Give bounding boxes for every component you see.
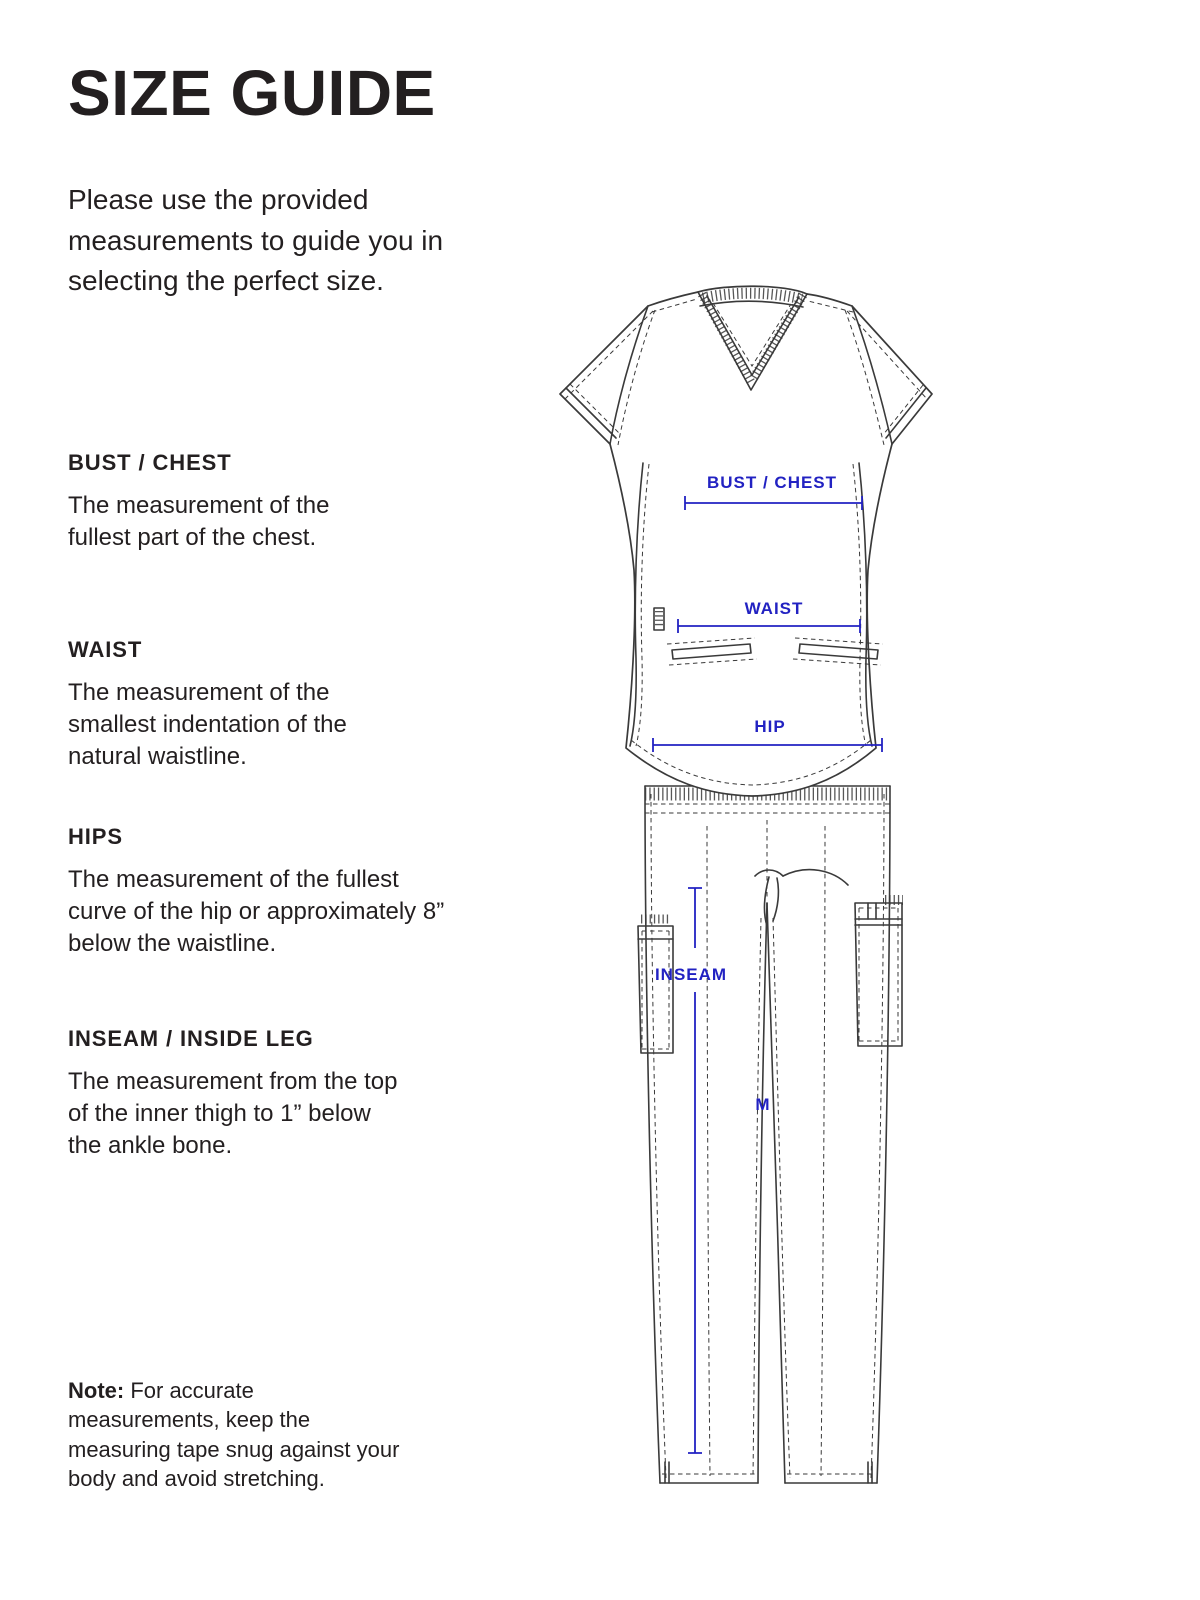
page-title: SIZE GUIDE <box>68 57 436 129</box>
definition-term: HIPS <box>68 824 123 849</box>
inseam-measurement-label: INSEAM <box>654 965 728 984</box>
definition-description: The measurement of the fullest curve of the hip or approximately 8” below the waistline. <box>68 866 445 958</box>
note-label: Note: <box>68 1378 125 1403</box>
left-cargo-pocket <box>638 919 673 1053</box>
scrub-pants-drawing <box>638 786 903 1483</box>
right-cargo-pocket <box>855 900 903 1046</box>
definition-term: WAIST <box>68 637 143 662</box>
scrub-top-drawing <box>560 286 932 796</box>
definition-description: The measurement of the smallest indentation of the natural waistline. <box>68 679 347 771</box>
definition-term: BUST / CHEST <box>68 450 232 475</box>
definition-term: INSEAM / INSIDE LEG <box>68 1026 314 1051</box>
bust-measurement-label: BUST / CHEST <box>706 473 838 492</box>
definition-description: The measurement from the top of the inner thigh to 1” below the ankle bone. <box>68 1068 398 1160</box>
size-diagram <box>545 278 935 1513</box>
size-label: M <box>755 1095 771 1114</box>
hip-measurement-label: HIP <box>754 717 786 736</box>
note-text: For accurate measurements, keep the measuring tape snug against your body and avoid stretching. <box>68 1378 400 1491</box>
measurement-note <box>68 1376 408 1493</box>
definition-inseam <box>68 1026 410 1162</box>
definition-description: The measurement of the fullest part of the chest. <box>68 492 330 552</box>
waist-measurement-label: WAIST <box>744 599 804 618</box>
definition-hips <box>68 824 446 960</box>
intro-text: Please use the provided measurements to guide you in selecting the perfect size. <box>68 184 444 297</box>
definition-bust-chest <box>68 450 360 554</box>
definition-waist <box>68 637 380 773</box>
